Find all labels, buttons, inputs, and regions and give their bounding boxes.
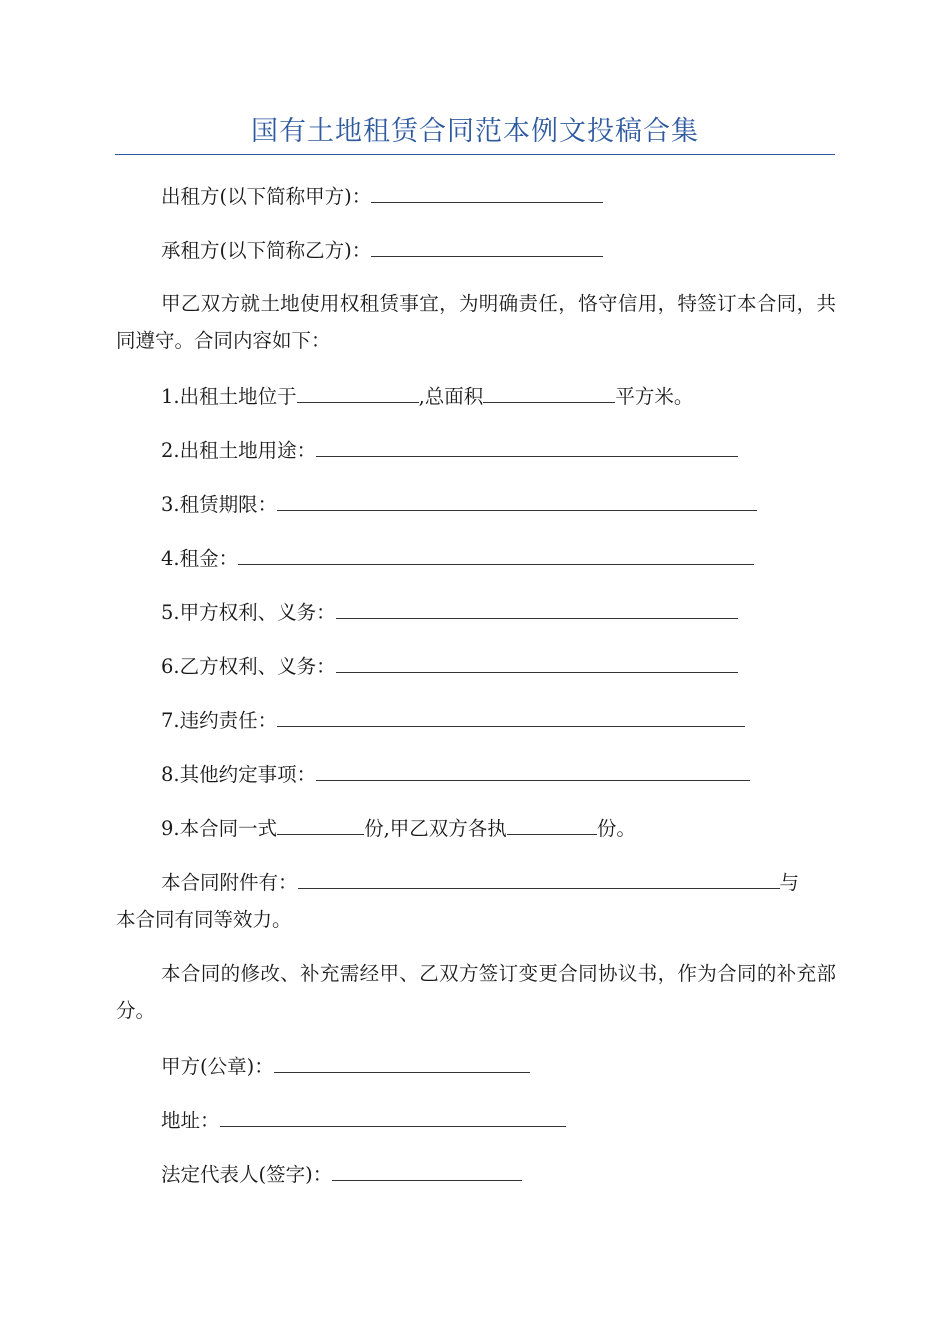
party-a-duties-blank[interactable]: [336, 600, 738, 619]
legal-rep-label: 法定代表人(签字)：: [161, 1163, 333, 1186]
intro-paragraph: 甲乙双方就土地使用权租赁事宜，为明确责任，恪守信用，特签订本合同，共同遵守。合同内容如下：: [116, 292, 836, 352]
lessor-label: 出租方(以下简称甲方)：: [161, 185, 372, 208]
address-label: 地址：: [161, 1109, 220, 1132]
item-6: [161, 654, 738, 679]
item-1-label: 1.出租土地位于: [161, 385, 297, 408]
other-matters-blank[interactable]: [316, 762, 750, 781]
party-a-seal-line: [161, 1054, 530, 1079]
item-8: [161, 762, 750, 787]
copies-blank[interactable]: [277, 816, 364, 835]
attachment-label: 本合同附件有：: [161, 871, 298, 894]
lessor-line: [161, 184, 603, 209]
each-copies-blank[interactable]: [507, 816, 597, 835]
lessee-line: [161, 238, 603, 263]
attachment-line-2: 本合同有同等效力。: [116, 908, 292, 931]
lessee-label: 承租方(以下简称乙方)：: [161, 239, 372, 262]
item-1: [161, 384, 693, 409]
party-a-seal-blank[interactable]: [274, 1054, 530, 1073]
item-4-label: 4.租金：: [161, 547, 239, 570]
location-blank[interactable]: [297, 384, 419, 403]
attachment-blank[interactable]: [298, 870, 780, 889]
item-9-label: 9.本合同一式: [161, 817, 278, 840]
item-5: [161, 600, 738, 625]
item-5-label: 5.甲方权利、义务：: [161, 601, 336, 624]
item-1-area-label: ,总面积: [418, 385, 484, 408]
lessee-blank[interactable]: [371, 238, 603, 257]
item-2: [161, 438, 738, 463]
attachment-suffix: 与: [779, 871, 800, 894]
area-blank[interactable]: [483, 384, 615, 403]
breach-blank[interactable]: [277, 708, 745, 727]
item-4: [161, 546, 754, 571]
lessor-blank[interactable]: [371, 184, 603, 203]
term-blank[interactable]: [277, 492, 757, 511]
item-3-label: 3.租赁期限：: [161, 493, 278, 516]
item-6-label: 6.乙方权利、义务：: [161, 655, 336, 678]
address-blank[interactable]: [220, 1108, 566, 1127]
party-a-seal-label: 甲方(公章)：: [161, 1055, 274, 1078]
item-9-each-label: 份,甲乙双方各执: [364, 817, 507, 840]
party-b-duties-blank[interactable]: [336, 654, 738, 673]
item-1-unit: 平方米。: [615, 385, 694, 408]
item-9: [161, 816, 636, 841]
item-9-unit: 份。: [596, 817, 636, 840]
item-7-label: 7.违约责任：: [161, 709, 278, 732]
rent-blank[interactable]: [238, 546, 754, 565]
title-underline: [115, 154, 835, 155]
legal-rep-blank[interactable]: [332, 1162, 522, 1181]
attachment-line: [161, 870, 799, 895]
document-title: 国有土地租赁合同范本例文投稿合集: [251, 116, 699, 147]
item-2-label: 2.出租土地用途：: [161, 439, 317, 462]
legal-rep-line: [161, 1162, 522, 1187]
address-line: [161, 1108, 566, 1133]
item-7: [161, 708, 745, 733]
usage-blank[interactable]: [316, 438, 738, 457]
amendment-paragraph: 本合同的修改、补充需经甲、乙双方签订变更合同协议书，作为合同的补充部分。: [116, 962, 836, 1022]
item-3: [161, 492, 757, 517]
item-8-label: 8.其他约定事项：: [161, 763, 317, 786]
